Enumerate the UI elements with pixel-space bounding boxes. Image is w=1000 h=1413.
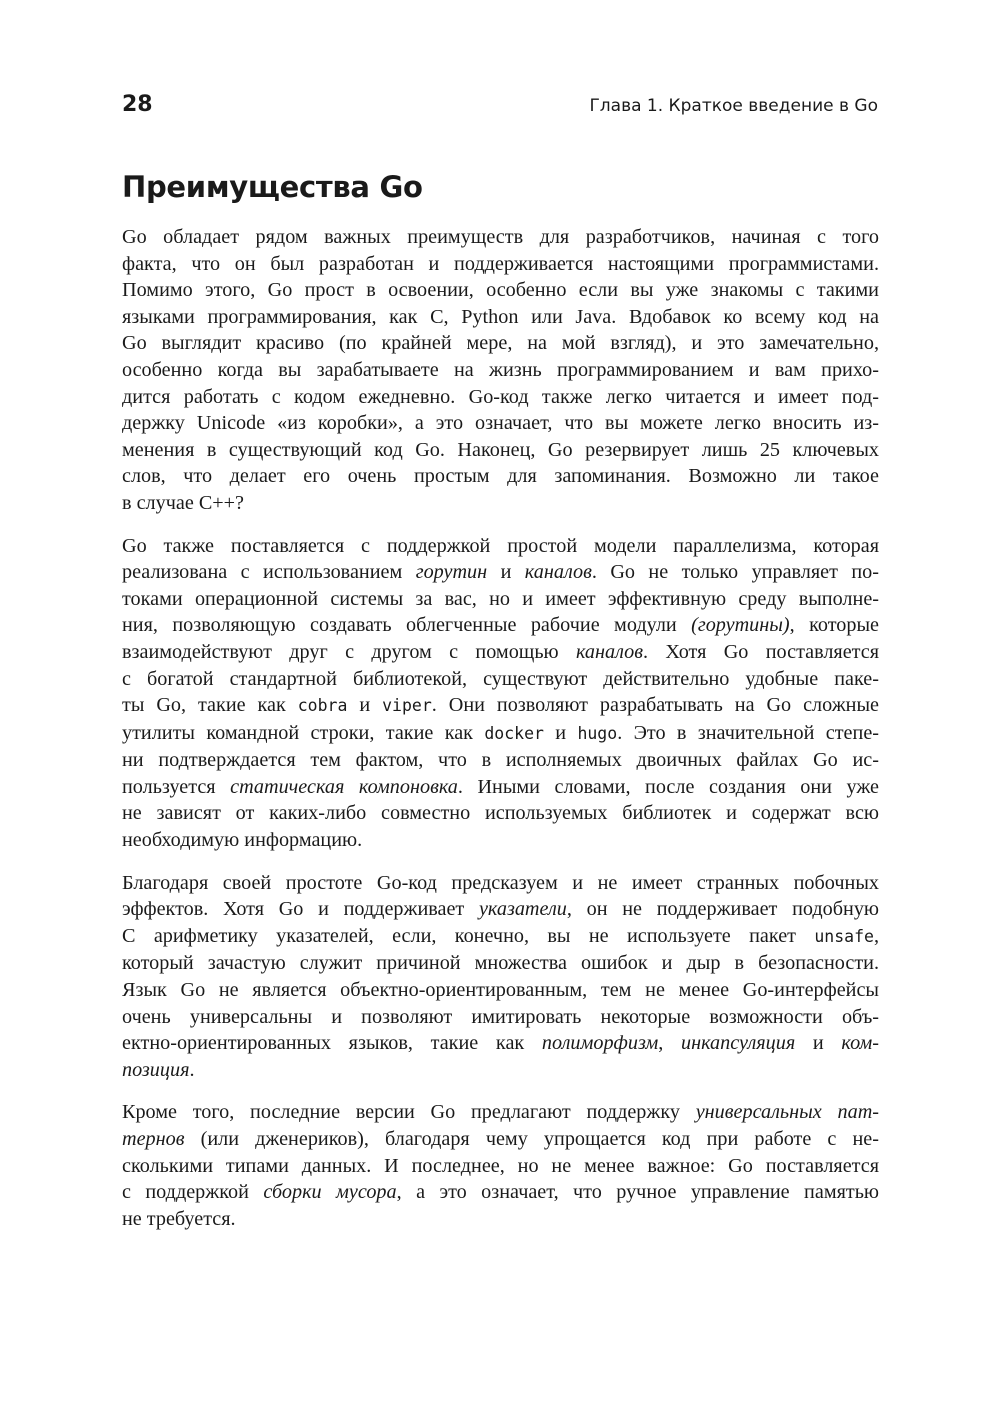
text-run: токами операционной системы за вас, но и имеет эффективную среду выполне-	[122, 587, 879, 610]
text-line	[122, 639, 879, 666]
text-run: ни подтверждается тем фактом, что в исполняемых двоичных файлах Go ис-	[122, 749, 879, 772]
emphasized-term: позиция	[122, 1058, 190, 1081]
text-line	[122, 1206, 879, 1233]
text-line	[122, 533, 879, 560]
text-line	[122, 666, 879, 693]
text-line	[122, 1004, 879, 1031]
emphasized-term: ком-	[841, 1032, 880, 1055]
text-line	[122, 357, 879, 384]
text-run: ,	[873, 924, 879, 947]
text-run: ,	[658, 1032, 681, 1055]
emphasized-term: универсальных пат-	[695, 1101, 879, 1124]
text-line	[122, 612, 879, 639]
paragraph	[122, 224, 879, 517]
text-run: особенно когда вы зарабатываете на жизнь программированием и вам прихо-	[122, 358, 879, 381]
text-run: дится работать с кодом ежедневно. Go-код также легко читается и имеет под-	[122, 385, 879, 408]
text-run: . Они позволяют разрабатывать на Go сложные	[431, 694, 879, 717]
text-run: сколькими типами данных. И последнее, но не менее важное: Go поставляется	[122, 1154, 879, 1177]
text-run: слов, что делает его очень простым для запоминания. Возможно ли такое	[122, 465, 879, 488]
code-term: hugo	[577, 723, 618, 743]
section-title: Преимущества Go	[122, 170, 423, 204]
text-run: Go также поставляется с поддержкой простой модели параллелизма, которая	[122, 534, 879, 557]
text-run: реализована с использованием	[122, 561, 416, 584]
text-run: пользуется	[122, 775, 231, 798]
text-run: , которые	[789, 614, 879, 637]
text-run: Помимо этого, Go прост в освоении, особенно если вы уже знакомы с такими	[122, 279, 879, 302]
text-run: , он не поддерживает подобную	[566, 898, 879, 921]
text-line	[122, 896, 879, 923]
text-run: не зависят от каких-либо совместно используемых библиотек и содержат всю	[122, 802, 879, 825]
text-run: ния, позволяющую создавать облегченные рабочие модули	[122, 614, 692, 637]
text-line	[122, 1099, 879, 1126]
text-line	[122, 720, 879, 748]
text-run: необходимую информацию.	[122, 829, 363, 852]
running-head: Глава 1. Краткое введение в Go	[589, 96, 878, 116]
text-run: эффектов. Хотя Go и поддерживает	[122, 898, 479, 921]
code-term: cobra	[297, 696, 348, 716]
text-run: очень универсальны и позволяют имитировать некоторые возможности объ-	[122, 1005, 879, 1028]
emphasized-term: сборки мусора	[263, 1181, 397, 1204]
text-line	[122, 224, 879, 251]
text-line	[122, 870, 879, 897]
text-line	[122, 950, 879, 977]
text-run: ты Go, такие как	[122, 694, 298, 717]
text-line	[122, 277, 879, 304]
emphasized-term: полиморфизм	[541, 1032, 659, 1055]
text-run: . Хотя Go поставляется	[643, 640, 879, 663]
text-line	[122, 251, 879, 278]
text-line	[122, 774, 879, 801]
code-term: viper	[382, 696, 432, 716]
code-term: docker	[484, 723, 544, 743]
emphasized-term: тернов	[122, 1128, 185, 1150]
text-run: Благодаря своей простоте Go-код предсказуем и не имеет странных побочных	[122, 871, 879, 894]
text-line	[122, 437, 879, 464]
text-run: ектно-ориентированных языков, такие как	[122, 1032, 542, 1055]
text-line	[122, 800, 879, 827]
text-run: , а это означает, что ручное управление памятью	[396, 1181, 879, 1204]
paragraph	[122, 1099, 879, 1232]
text-line	[122, 330, 879, 357]
text-line	[122, 490, 879, 517]
text-line	[122, 1030, 879, 1057]
text-run: языками программирования, как C, Python или Java. Вдобавок ко всему код на	[122, 305, 879, 328]
text-run: и	[543, 721, 578, 744]
text-line	[122, 304, 879, 331]
emphasized-term: горутин	[415, 561, 488, 584]
text-run: Go обладает рядом важных преимуществ для разработчиков, начиная с того	[122, 226, 879, 248]
text-line	[122, 463, 879, 490]
text-line	[122, 559, 879, 586]
page-number: 28	[122, 92, 153, 117]
text-run: не требуется.	[122, 1207, 236, 1230]
body-text	[122, 224, 879, 1248]
text-line	[122, 747, 879, 774]
text-run: .	[189, 1058, 195, 1081]
text-run: . Иными словами, после создания они уже	[457, 775, 879, 798]
text-run: с богатой стандартной библиотекой, существуют действительно удобные паке-	[122, 667, 879, 690]
text-line	[122, 384, 879, 411]
text-run: менения в существующий код Go. Наконец, Go резервирует лишь 25 ключевых	[122, 438, 879, 461]
text-run: в случае C++?	[122, 491, 245, 514]
text-run: взаимодействуют друг с другом с помощью	[122, 640, 576, 663]
emphasized-term: каналов	[524, 561, 592, 584]
page-header	[122, 92, 878, 122]
text-line	[122, 1057, 879, 1084]
text-run: Go выглядит красиво (по крайней мере, на мой взгляд), и это замечательно,	[122, 332, 879, 355]
text-run: и	[795, 1032, 842, 1055]
code-term: unsafe	[814, 926, 874, 946]
text-line	[122, 692, 879, 720]
text-run: с поддержкой	[122, 1181, 264, 1204]
text-line	[122, 410, 879, 437]
emphasized-term: (горутины)	[691, 614, 790, 637]
paragraph	[122, 533, 879, 854]
text-line	[122, 1179, 879, 1206]
text-run: . Go не только управляет по-	[591, 561, 879, 584]
text-run: Кроме того, последние версии Go предлагают поддержку	[122, 1101, 696, 1124]
text-line	[122, 923, 879, 951]
text-line	[122, 1153, 879, 1180]
text-run: Язык Go не является объектно-ориентированным, тем не менее Go-интерфейсы	[122, 979, 879, 1002]
text-line	[122, 586, 879, 613]
emphasized-term: указатели	[478, 898, 567, 921]
text-run: . Это в значительной степе-	[617, 721, 880, 744]
text-line	[122, 1126, 879, 1153]
text-run: держку Unicode «из коробки», а это означает, что вы можете легко вносить из-	[122, 412, 879, 435]
text-run: C арифметику указателей, если, конечно, вы не используете пакет	[122, 924, 815, 947]
text-run: который зачастую служит причиной множества ошибок и дыр в безопасности.	[122, 952, 879, 975]
text-run: (или дженериков), благодаря чему упрощается код при работе с не-	[184, 1128, 879, 1150]
text-line	[122, 977, 879, 1004]
paragraph	[122, 870, 879, 1084]
emphasized-term: статическая компоновка	[230, 775, 458, 798]
text-run: и	[487, 561, 525, 584]
emphasized-term: инкапсуляция	[680, 1032, 796, 1055]
text-line	[122, 827, 879, 854]
emphasized-term: каналов	[575, 640, 644, 663]
text-run: и	[347, 694, 383, 717]
text-run: факта, что он был разработан и поддерживается настоящими программистами.	[122, 252, 879, 275]
text-run: утилиты командной строки, такие как	[122, 721, 485, 744]
